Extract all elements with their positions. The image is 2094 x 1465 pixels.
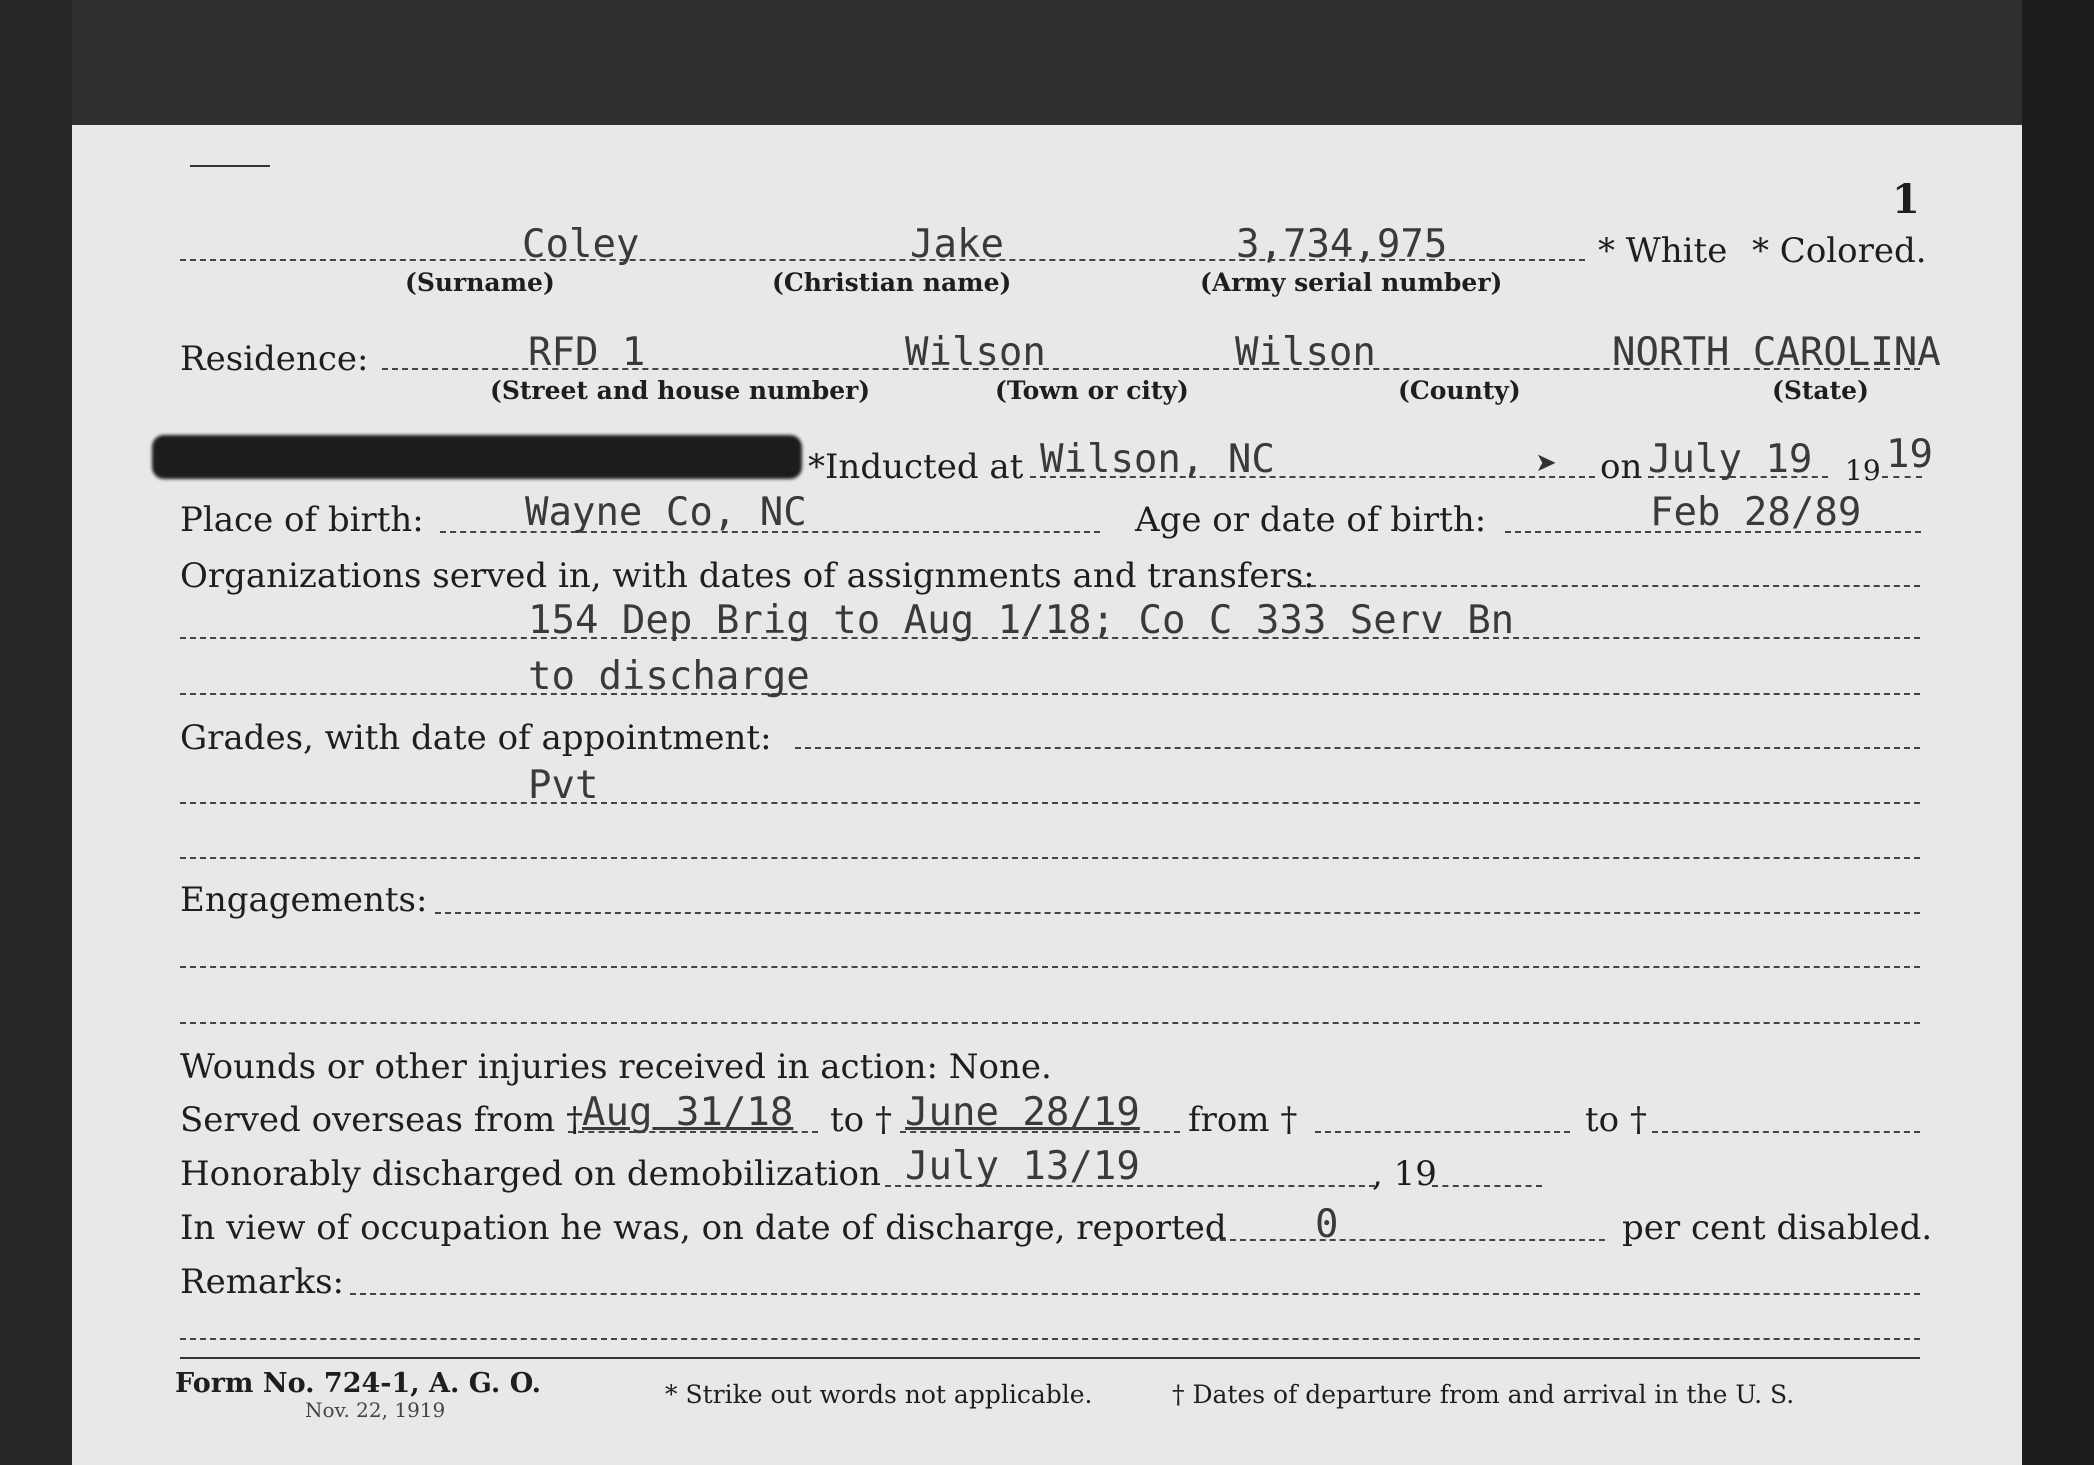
disability-value: 0 [1315, 1202, 1339, 1247]
remarks-line-2 [180, 1338, 1920, 1340]
disability-suffix: per cent disabled. [1622, 1208, 1933, 1248]
overseas-from-label: Served overseas from † [180, 1100, 584, 1140]
white-label: * White [1598, 231, 1728, 271]
grades-line-1 [180, 802, 1920, 804]
engagements-line-1 [180, 966, 1920, 968]
strike-note: * Strike out words not applicable. [665, 1380, 1093, 1409]
inducted-on-label: on [1600, 447, 1643, 487]
birth-date-label: Age or date of birth: [1135, 500, 1487, 540]
county-caption: (County) [1398, 376, 1521, 405]
inducted-year-prefix: 19 [1845, 454, 1881, 487]
colored-label: * Colored. [1752, 231, 1927, 271]
organizations-value-2: to discharge [528, 654, 810, 699]
organizations-line-0 [1300, 585, 1920, 587]
residence-town-value: Wilson [905, 330, 1046, 375]
pen-mark-arrow: ➤ [1535, 448, 1557, 478]
christian-name-caption: (Christian name) [772, 268, 1012, 297]
inducted-label: *Inducted at [808, 447, 1024, 487]
overseas-to2-line [1652, 1131, 1920, 1133]
street-caption: (Street and house number) [490, 376, 871, 405]
overseas-to2-label: to † [1585, 1100, 1647, 1140]
discharge-year-line [1432, 1185, 1542, 1187]
christian-name-value: Jake [910, 222, 1004, 267]
scan-background-right [2022, 0, 2094, 1465]
residence-county-value: Wilson [1235, 330, 1376, 375]
grades-line-2 [180, 857, 1920, 859]
wounds-text: Wounds or other injuries received in action: None. [180, 1047, 1052, 1087]
army-serial-caption: (Army serial number) [1200, 268, 1503, 297]
disability-label: In view of occupation he was, on date of discharge, reported [180, 1208, 1227, 1248]
engagements-line-0 [435, 912, 1920, 914]
redacted-enlistment-options [152, 435, 802, 479]
organizations-label: Organizations served in, with dates of assignments and transfers: [180, 556, 1315, 596]
residence-street-value: RFD 1 [528, 330, 646, 375]
remarks-label: Remarks: [180, 1262, 344, 1302]
inducted-year-value: 19 [1886, 432, 1933, 477]
surname-value: Coley [522, 222, 640, 267]
engagements-line-2 [180, 1022, 1920, 1024]
form-number: Form No. 724-1, A. G. O. [175, 1368, 542, 1399]
engagements-label: Engagements: [180, 880, 428, 920]
remarks-line-1 [350, 1293, 1920, 1295]
disability-line [1210, 1239, 1605, 1241]
grades-line-0 [795, 747, 1920, 749]
card-number: 1 [1892, 176, 1920, 223]
surname-caption: (Surname) [405, 268, 555, 297]
overseas-to-value: June 28/19 [905, 1090, 1140, 1135]
inducted-place-value: Wilson, NC [1040, 437, 1275, 482]
overseas-from-value: Aug 31/18 [582, 1090, 794, 1135]
inducted-date-value: July 19 [1648, 437, 1813, 482]
dagger-note: † Dates of departure from and arrival in the U. S. [1172, 1380, 1795, 1409]
place-of-birth-label: Place of birth: [180, 500, 424, 540]
overseas-from2-label: from † [1188, 1100, 1298, 1140]
overseas-to-label: to † [830, 1100, 892, 1140]
residence-label: Residence: [180, 339, 369, 379]
scan-background-top [0, 0, 2094, 125]
grades-label: Grades, with date of appointment: [180, 718, 772, 758]
organizations-value-1: 154 Dep Brig to Aug 1/18; Co C 333 Serv Bn [528, 598, 1515, 643]
organizations-line-2 [180, 693, 1920, 695]
service-record-card [72, 125, 2022, 1465]
place-of-birth-value: Wayne Co, NC [525, 490, 807, 535]
discharge-label: Honorably discharged on demobilization [180, 1154, 881, 1194]
army-serial-value: 3,734,975 [1236, 222, 1448, 267]
discharge-date-value: July 13/19 [905, 1144, 1140, 1189]
birth-date-value: Feb 28/89 [1650, 490, 1862, 535]
town-caption: (Town or city) [995, 376, 1189, 405]
form-date: Nov. 22, 1919 [305, 1398, 446, 1422]
grades-value: Pvt [528, 763, 599, 808]
top-rule [190, 165, 270, 167]
footer-rule [180, 1357, 1920, 1359]
overseas-from2-line [1315, 1131, 1570, 1133]
state-caption: (State) [1772, 376, 1869, 405]
scan-background-left [0, 0, 72, 1465]
residence-state-value: NORTH CAROLINA [1612, 330, 1941, 375]
discharge-year-label: , 19 [1372, 1154, 1437, 1194]
